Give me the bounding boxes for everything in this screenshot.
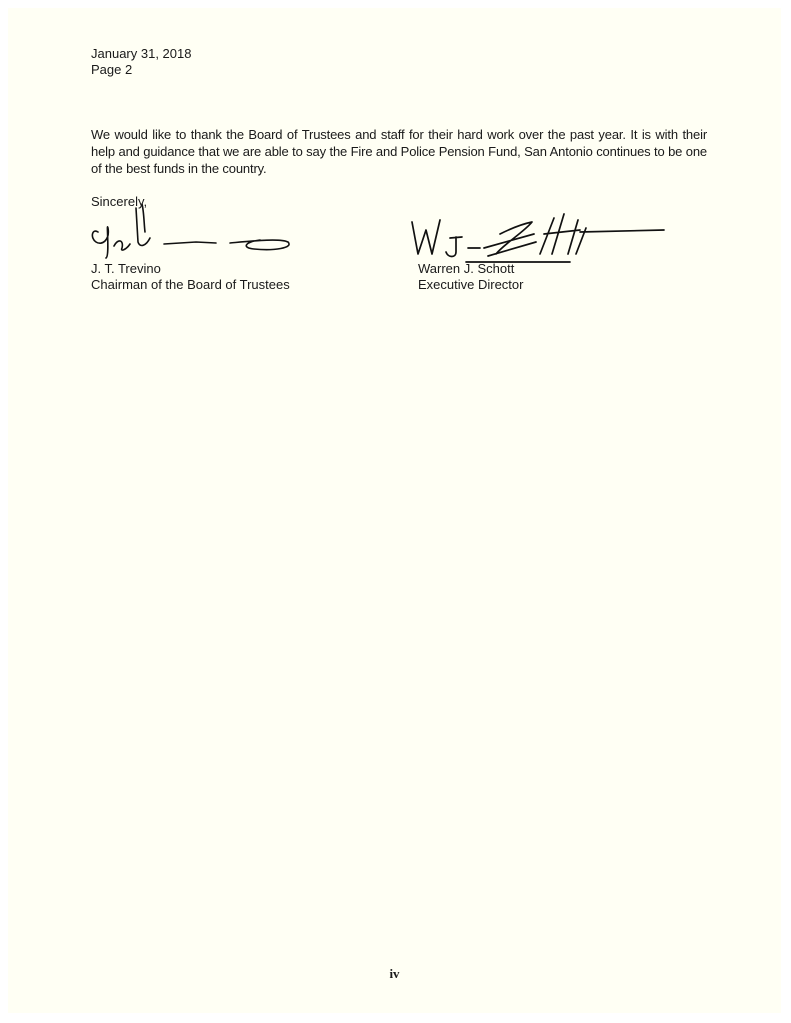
page-label: Page 2	[91, 62, 133, 77]
body-paragraph: We would like to thank the Board of Trustees and staff for their hard work over the past year. It is with their help and guidance that we are able to say the Fire and Police Pension Fund, San Antonio continues to be one of the best funds in the country.	[91, 127, 707, 176]
signature-trevino	[84, 198, 294, 260]
signatory-title: Executive Director	[418, 277, 524, 292]
closing-salutation: Sincerely,	[91, 194, 148, 209]
signature-schott	[404, 204, 666, 262]
letter-date: January 31, 2018	[91, 46, 192, 61]
page-number: iv	[389, 966, 400, 981]
signatory-name: Warren J. Schott	[418, 261, 515, 276]
signatory-trevino	[91, 261, 290, 293]
signatory-name: J. T. Trevino	[91, 261, 161, 276]
signatory-schott	[418, 261, 523, 293]
letter-header	[91, 46, 191, 78]
signatory-title: Chairman of the Board of Trustees	[91, 277, 290, 292]
letter-page	[8, 8, 781, 1013]
